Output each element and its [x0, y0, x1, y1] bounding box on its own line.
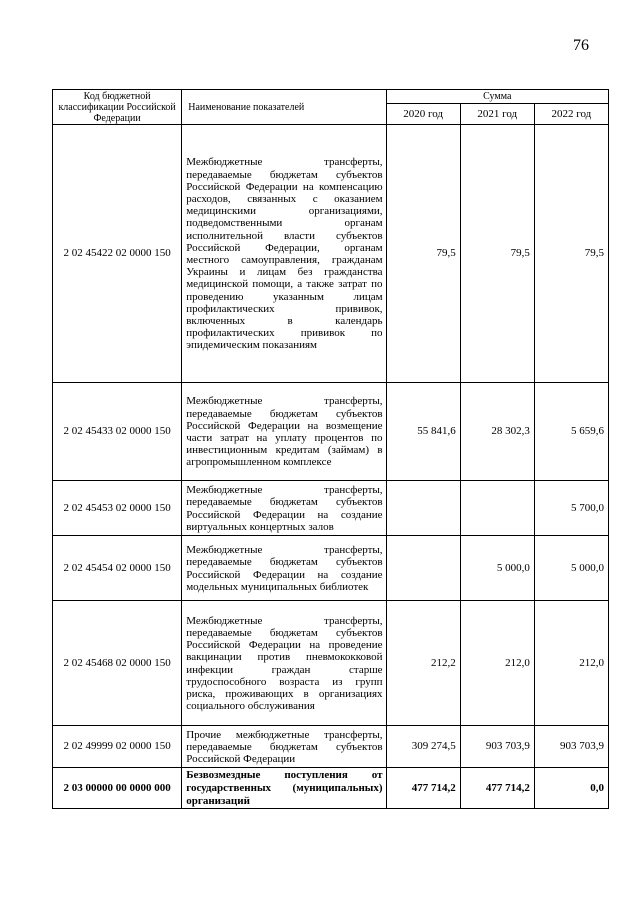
page-number: 76 [573, 37, 589, 54]
row-value-2020: 309 274,5 [386, 726, 460, 768]
header-name: Наименование показателей [182, 90, 386, 125]
row-value-2020 [386, 481, 460, 536]
header-year-2022: 2022 год [534, 104, 608, 125]
budget-table [52, 89, 609, 809]
row-value-2021: 903 703,9 [460, 726, 534, 768]
row-name: Межбюджетные трансферты, передаваемые бюджетам субъектов Российской Федерации на компенсацию расходов, связанных с оказанием медицинскими организациями, подведомственными органам исполнительной власти субъектов Российской Федерации, органам местного самоуправления, гражданам Украины и лицам без гражданства медицинской помощи, а также затрат по проведению указанным лицам профилактических прививок, включенных в календарь профилактических прививок по эпидемическим показаниям [182, 125, 386, 383]
row-value-2021: 28 302,3 [460, 383, 534, 481]
row-value-2022: 79,5 [534, 125, 608, 383]
table-row [53, 536, 609, 601]
row-name: Межбюджетные трансферты, передаваемые бюджетам субъектов Российской Федерации на создание виртуальных концертных залов [182, 481, 386, 536]
header-sum: Сумма [386, 90, 608, 104]
row-code: 2 02 49999 02 0000 150 [53, 726, 182, 768]
row-name: Безвозмездные поступления от государственных (муниципальных) организаций [182, 768, 386, 809]
row-value-2022: 903 703,9 [534, 726, 608, 768]
row-value-2020 [386, 536, 460, 601]
header-code: Код бюджетной классификации Российской Федерации [53, 90, 182, 125]
row-value-2022: 5 000,0 [534, 536, 608, 601]
row-name: Межбюджетные трансферты, передаваемые бюджетам субъектов Российской Федерации на проведение вакцинации против пневмококковой инфекции граждан старше трудоспособного возраста из групп риска, проживающих в организациях социального обслуживания [182, 601, 386, 726]
row-value-2020: 477 714,2 [386, 768, 460, 809]
row-value-2020: 79,5 [386, 125, 460, 383]
table-row [53, 125, 609, 383]
row-value-2022: 0,0 [534, 768, 608, 809]
row-name: Межбюджетные трансферты, передаваемые бюджетам субъектов Российской Федерации на возмещение части затрат на уплату процентов по инвестиционным кредитам (займам) в агропромышленном комплексе [182, 383, 386, 481]
row-code: 2 02 45468 02 0000 150 [53, 601, 182, 726]
table-row [53, 383, 609, 481]
row-value-2020: 212,2 [386, 601, 460, 726]
row-value-2020: 55 841,6 [386, 383, 460, 481]
table-row [53, 726, 609, 768]
table-row [53, 601, 609, 726]
header-year-2020: 2020 год [386, 104, 460, 125]
row-code: 2 02 45454 02 0000 150 [53, 536, 182, 601]
row-value-2021: 477 714,2 [460, 768, 534, 809]
row-code: 2 03 00000 00 0000 000 [53, 768, 182, 809]
row-code: 2 02 45453 02 0000 150 [53, 481, 182, 536]
table-header-row [53, 90, 609, 104]
row-code: 2 02 45422 02 0000 150 [53, 125, 182, 383]
table-row-total [53, 768, 609, 809]
row-name: Межбюджетные трансферты, передаваемые бюджетам субъектов Российской Федерации на создание модельных муниципальных библиотек [182, 536, 386, 601]
row-value-2022: 5 659,6 [534, 383, 608, 481]
row-value-2021: 79,5 [460, 125, 534, 383]
row-value-2022: 212,0 [534, 601, 608, 726]
row-value-2022: 5 700,0 [534, 481, 608, 536]
row-value-2021 [460, 481, 534, 536]
row-code: 2 02 45433 02 0000 150 [53, 383, 182, 481]
header-year-2021: 2021 год [460, 104, 534, 125]
row-name: Прочие межбюджетные трансферты, передаваемые бюджетам субъектов Российской Федерации [182, 726, 386, 768]
row-value-2021: 5 000,0 [460, 536, 534, 601]
table-row [53, 481, 609, 536]
row-value-2021: 212,0 [460, 601, 534, 726]
